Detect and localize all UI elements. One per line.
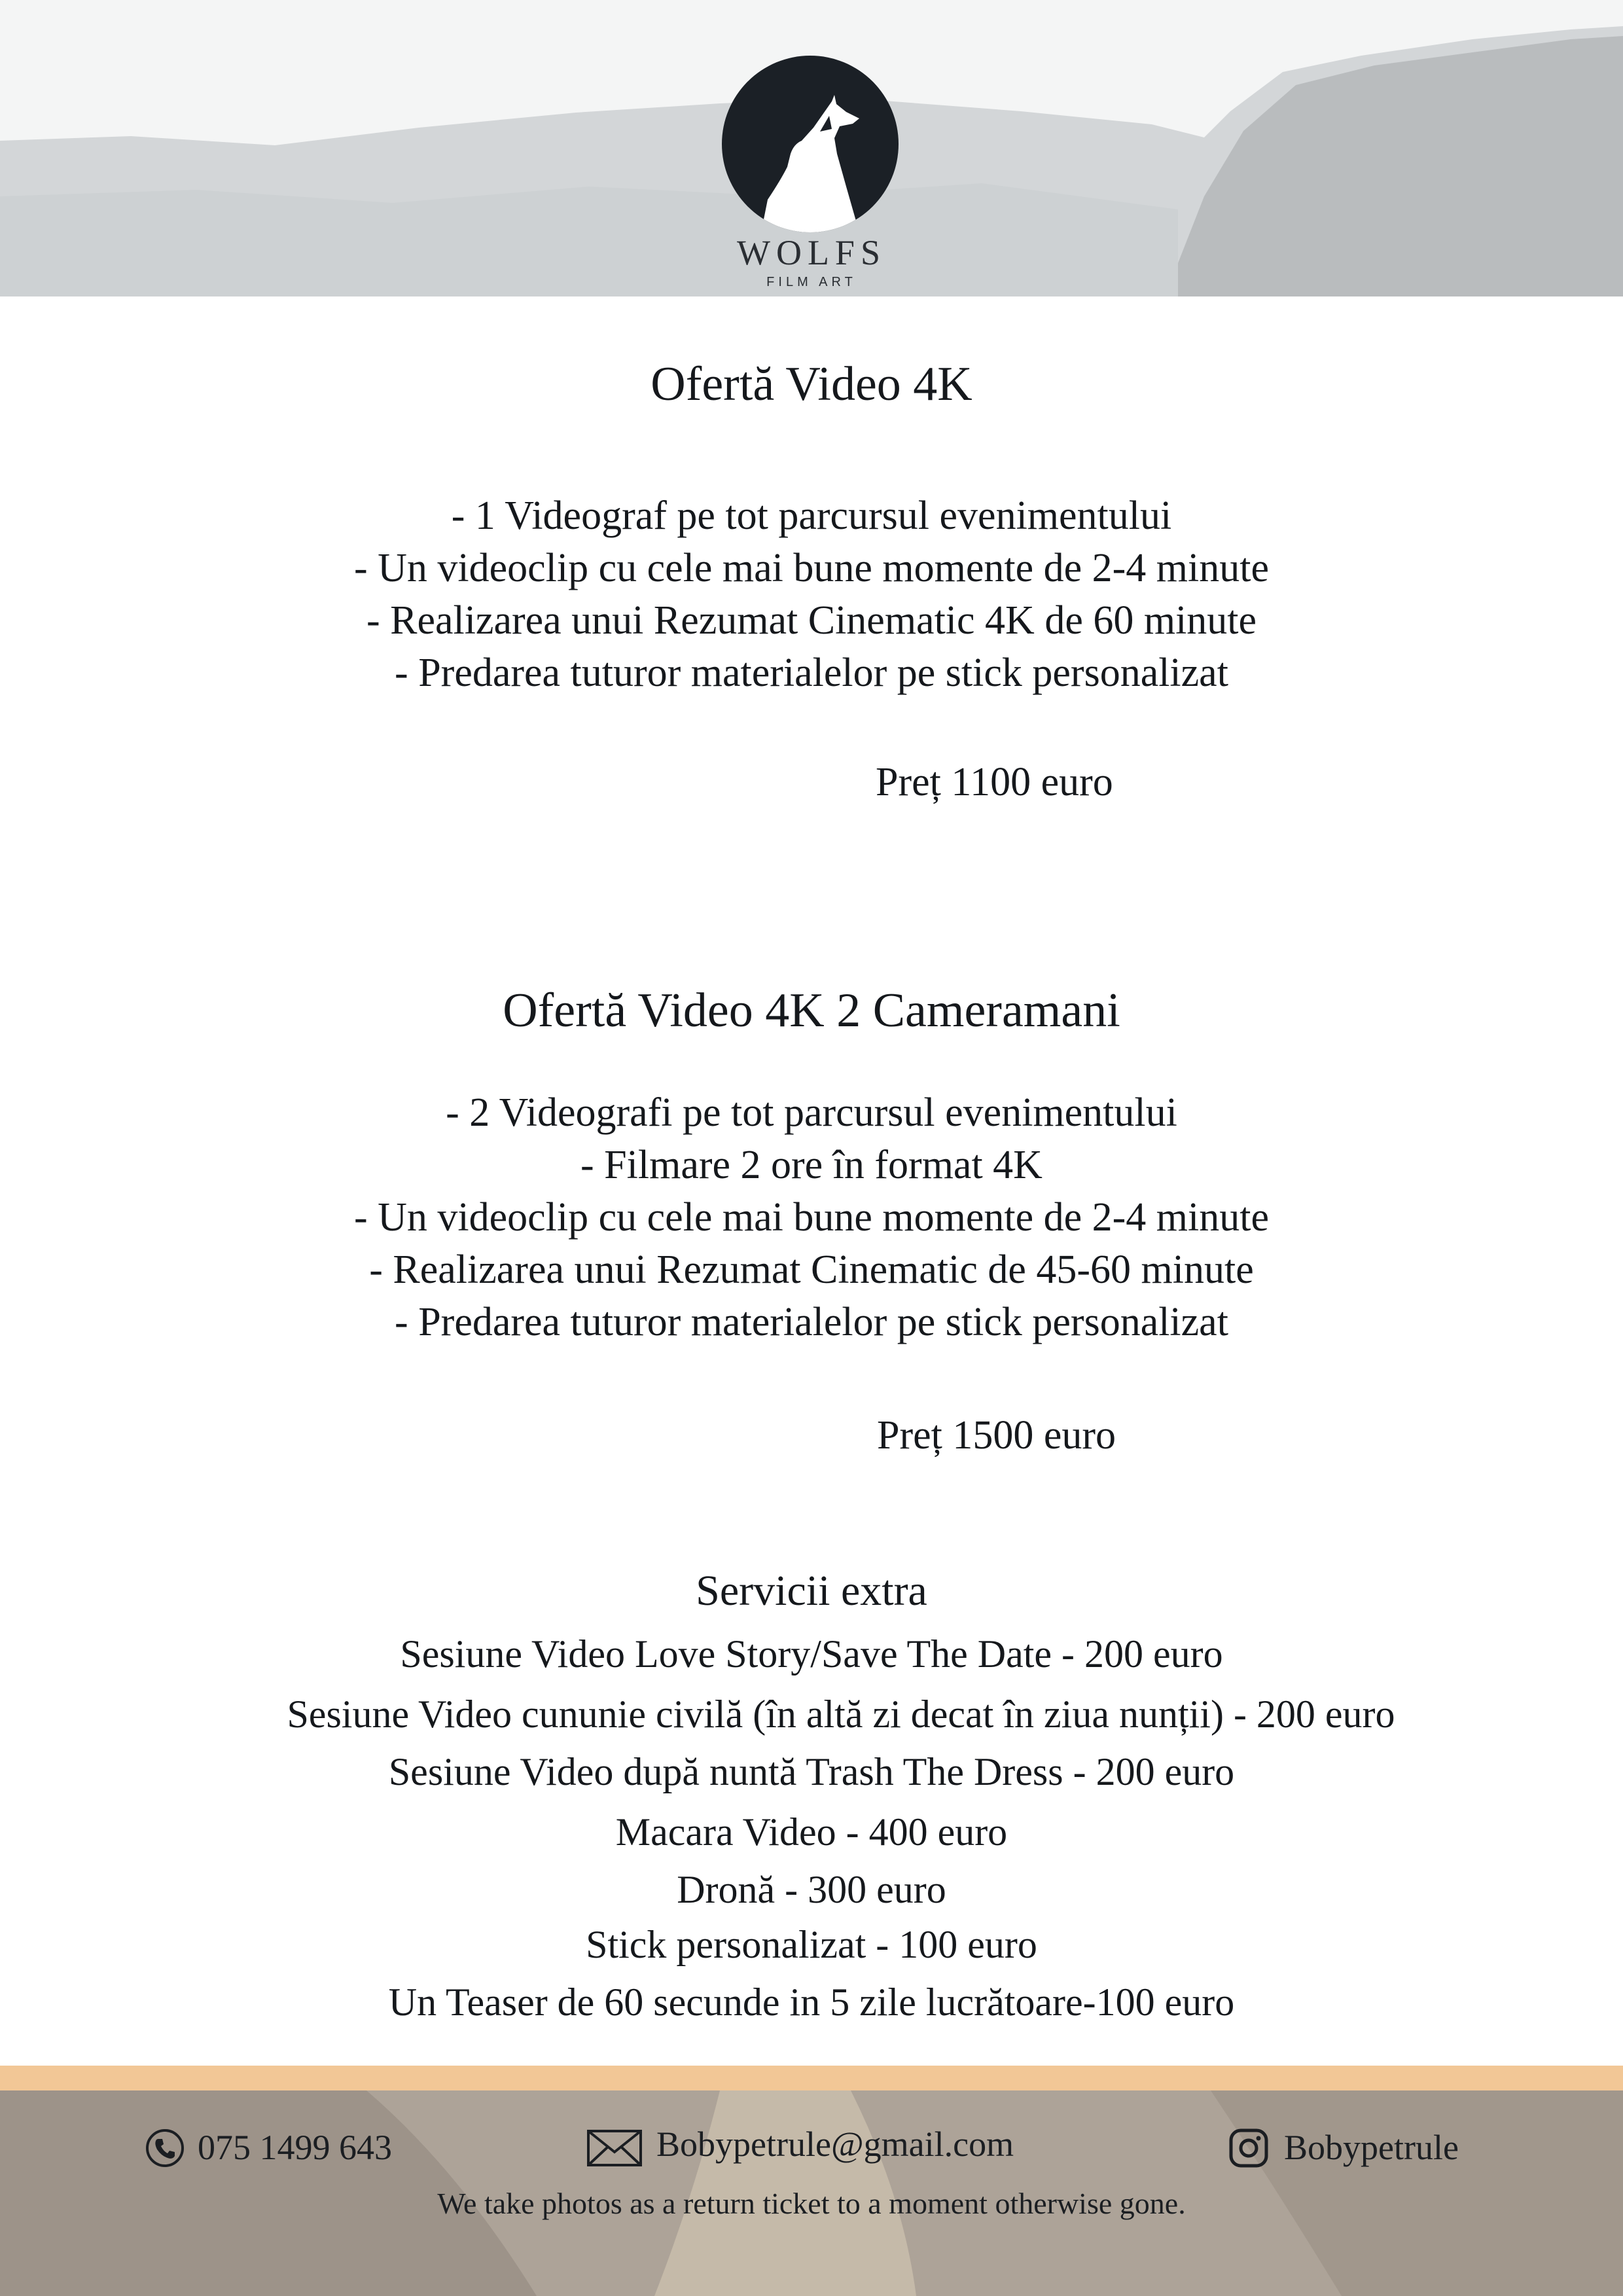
extras-item: Macara Video - 400 euro: [615, 1810, 1008, 1854]
footer-accent-band: [0, 2066, 1623, 2090]
extras-item: Un Teaser de 60 secunde in 5 zile lucrătoare-100 euro: [388, 1981, 1235, 2024]
footer: [0, 2066, 1623, 2296]
phone-icon: [144, 2127, 186, 2169]
mail-icon: [586, 2127, 643, 2169]
extras-item: Sesiune Video Love Story/Save The Date - 200 euro: [400, 1632, 1223, 1676]
offer2-item: - 2 Videografi pe tot parcursul evenimentului: [446, 1090, 1177, 1135]
extras-item: Sesiune Video după nuntă Trash The Dress - 200 euro: [388, 1750, 1235, 1793]
logo-badge: [722, 56, 899, 232]
offer1-price: Preț 1100 euro: [876, 760, 1113, 804]
offer2-item: - Filmare 2 ore în format 4K: [580, 1143, 1043, 1187]
brand-subtitle: FILM ART: [766, 275, 857, 289]
offer1-item: - 1 Videograf pe tot parcursul evenimentului: [451, 493, 1172, 538]
offer2-title: Ofertă Video 4K 2 Cameramani: [503, 984, 1120, 1037]
offer2-price: Preț 1500 euro: [877, 1413, 1116, 1458]
extras-item: Dronă - 300 euro: [677, 1868, 946, 1911]
wolf-howling-icon: [722, 56, 899, 232]
offer1-title: Ofertă Video 4K: [651, 357, 972, 411]
offer1-item: - Predarea tuturor materialelor pe stick personalizat: [395, 651, 1228, 695]
footer-motto: We take photos as a return ticket to a moment otherwise gone.: [437, 2187, 1186, 2220]
offer1-item: - Realizarea unui Rezumat Cinematic 4K de 60 minute: [366, 598, 1257, 643]
header-banner: [0, 0, 1623, 296]
instagram-icon: [1228, 2127, 1270, 2169]
extras-item: Sesiune Video cununie civilă (în altă zi decat în ziua nunții) - 200 euro: [287, 1693, 1395, 1736]
offer2-item: - Un videoclip cu cele mai bune momente de 2-4 minute: [354, 1195, 1269, 1240]
brand-name: WOLFS: [736, 233, 886, 272]
offer2-item: - Realizarea unui Rezumat Cinematic de 45-60 minute: [369, 1247, 1254, 1292]
email-address[interactable]: Bobypetrule@gmail.com: [656, 2125, 1014, 2164]
extras-item: Stick personalizat - 100 euro: [586, 1923, 1037, 1966]
offer1-item: - Un videoclip cu cele mai bune momente de 2-4 minute: [354, 546, 1269, 590]
extras-title: Servicii extra: [696, 1567, 927, 1615]
instagram-handle[interactable]: Bobypetrule: [1284, 2128, 1459, 2167]
offer2-item: - Predarea tuturor materialelor pe stick personalizat: [395, 1300, 1228, 1344]
phone-number[interactable]: 075 1499 643: [198, 2128, 392, 2167]
